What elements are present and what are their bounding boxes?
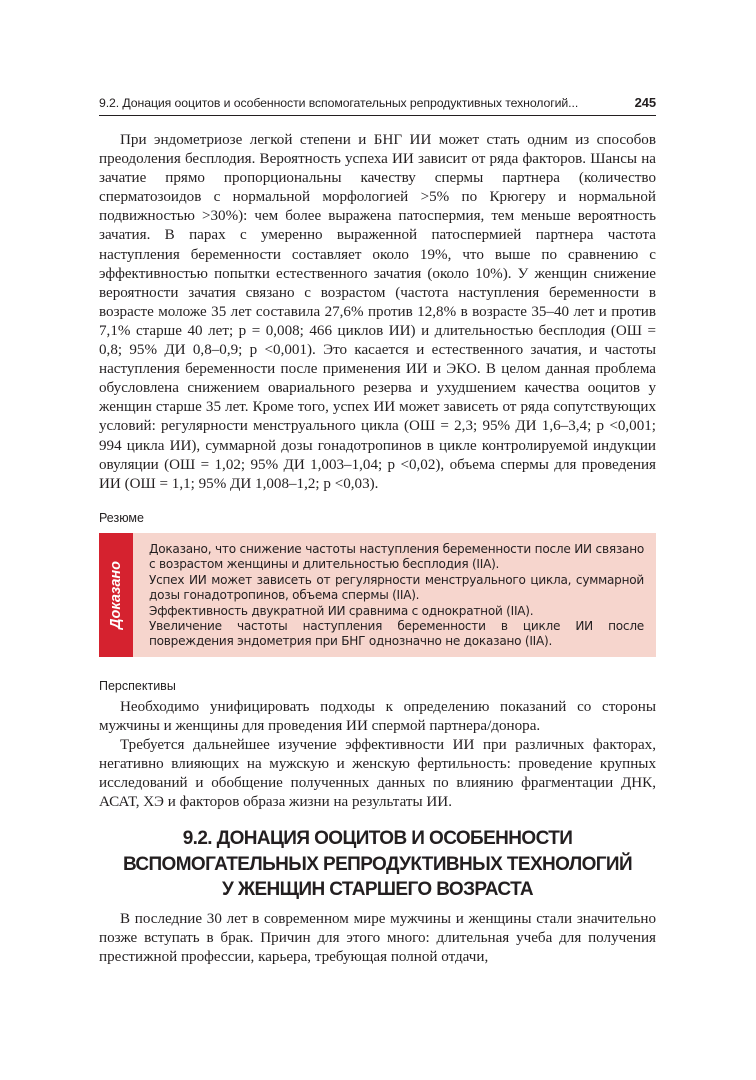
intro-paragraph: При эндометриозе легкой степени и БНГ ИИ может стать одним из способов преодоления бесплодия. Вероятность успеха ИИ зависит от ряда факторов. Шансы на зачатие прямо пропорциональны качеству спермы партнера (количество сперматозоидов с нормальной морфологией >5% по Крюгеру и нормальной подвижностью >30%): чем более выражена патоспермия, тем меньше вероятность зачатия. В парах с умеренно выраженной патоспермией партнера частота наступления беременности составляет около 19%, что выше по сравнению с эффективностью попытки естественного зачатия (около 10%). У женщин снижение вероятности зачатия связано с возрастом (частота наступления беременности в возрасте моложе 35 лет составила 27,6% против 12,8% в возрасте 35–40 лет и против 7,1% старше 40 лет; p = 0,008; 466 циклов ИИ) и длительностью бесплодия (ОШ = 0,8; 95% ДИ 0,8–0,9; p <0,001). Это касается и естественного зачатия, и частоты наступления беременности после применения ИИ и ЭКО. В целом данная проблема обусловлена снижением овариального резерва и ухудшением качества ооцитов у женщин старше 35 лет. Кроме того, успех ИИ может зависеть от ряда сопутствующих условий: регулярности менструального цикла (ОШ = 2,3; 95% ДИ 1,6–3,4; p <0,001; 994 цикла ИИ), суммарной дозы гонадотропинов в цикле контролируемой индукции овуляции (ОШ = 1,02; 95% ДИ 1,003–1,04; p <0,02), объема спермы для проведения ИИ (ОШ = 1,1; 95% ДИ 1,008–1,2; p <0,03).: [99, 132, 656, 492]
evidence-item: Эффективность двукратной ИИ сравнима с однократной (IIA).: [149, 603, 534, 618]
perspectives-paragraph: Необходимо унифицировать подходы к определению показаний со стороны мужчины и женщины для проведения ИИ спермой партнера/донора.: [99, 699, 656, 735]
section-heading-line: 9.2. ДОНАЦИЯ ООЦИТОВ И ОСОБЕННОСТИ: [182, 828, 573, 849]
section-heading-line: У ЖЕНЩИН СТАРШЕГО ВОЗРАСТА: [221, 879, 534, 900]
evidence-list: [133, 533, 656, 657]
section-paragraph-block: [99, 910, 656, 967]
running-head-title: 9.2. Донация ооцитов и особенности вспомогательных репродуктивных технологий...: [99, 96, 579, 110]
evidence-tab: [99, 533, 133, 657]
evidence-tab-label: Доказано: [108, 561, 124, 629]
evidence-item: Увеличение частоты наступления беременности в цикле ИИ после повреждения эндометрия при БНГ однозначно не доказано (IIA).: [149, 619, 644, 649]
section-heading: [99, 826, 656, 903]
perspectives-label: Перспективы: [99, 679, 176, 693]
evidence-box: [99, 533, 656, 657]
section-paragraph: В последние 30 лет в современном мире мужчины и женщины стали значительно позже вступать в брак. Причин для этого много: длительная учеба для получения престижной профессии, карьера, требующая полной отдачи,: [99, 911, 656, 966]
running-head: [99, 93, 656, 116]
summary-label: Резюме: [99, 511, 144, 525]
page-number: 245: [634, 95, 656, 110]
evidence-item: Доказано, что снижение частоты наступления беременности после ИИ связано с возрастом женщины и длительностью бесплодия (IIA).: [149, 542, 644, 572]
evidence-item: Успех ИИ может зависеть от регулярности менструального цикла, суммарной дозы гонадотропинов, объема спермы (IIA).: [149, 572, 644, 603]
intro-paragraph-block: [99, 131, 656, 494]
perspectives-paragraph: Требуется дальнейшее изучение эффективности ИИ при различных факторах, негативно влияющих на мужскую и женскую фертильность: проведение крупных исследований и обобщение полученных данных по влиянию фрагментации ДНК, АСАТ, ХЭ и факторов образа жизни на результаты ИИ.: [99, 737, 656, 811]
section-heading-line: ВСПОМОГАТЕЛЬНЫХ РЕПРОДУКТИВНЫХ ТЕХНОЛОГИЙ: [122, 853, 633, 875]
perspectives-block: [99, 698, 656, 813]
